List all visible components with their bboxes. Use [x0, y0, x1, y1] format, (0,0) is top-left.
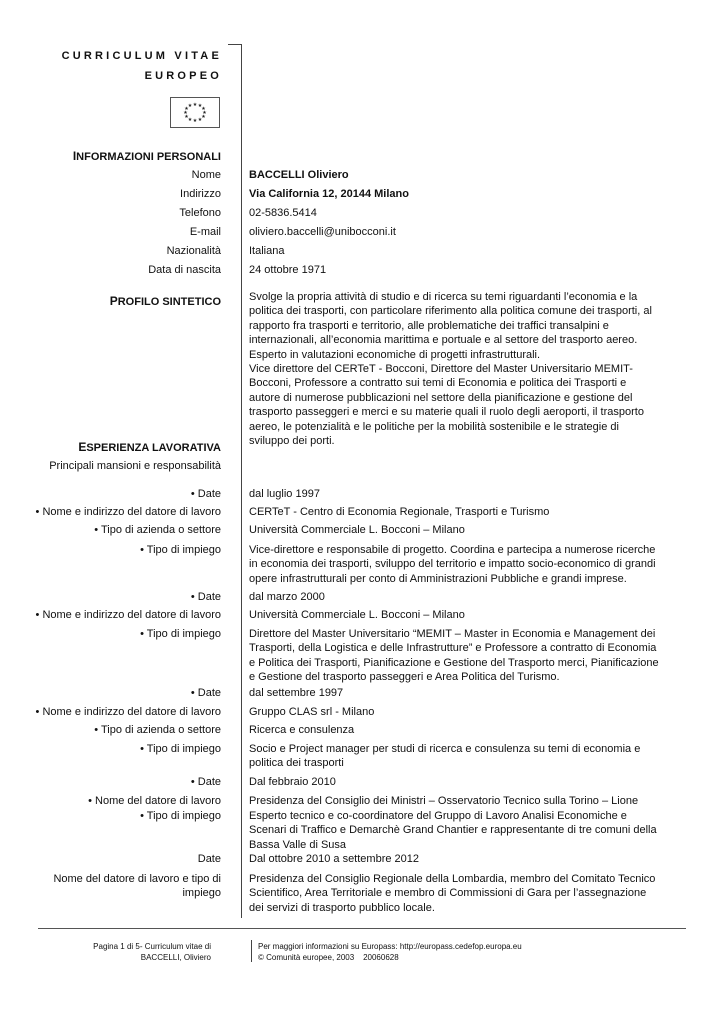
footer-divider — [251, 940, 252, 962]
svg-text:★: ★ — [202, 110, 207, 116]
section-personal-info: INFORMAZIONI PERSONALI — [72, 149, 221, 163]
svg-text:★: ★ — [197, 103, 203, 109]
profile-paragraph-2: Vice direttore del CERTeT - Bocconi, Direttore del Master Universitario MEMIT- Bocconi, Professore a contratto sui temi di Economia e politica dei Trasporti e autore di numerose pubblicazioni nel settore della pianificazione e gestione del trasporto passeggeri e merci e su materie quali il ruolo degli aeroporti, il trasporto aereo, le potenzialità e le politiche per la mobilità sostenibile e le strategie di sviluppo dei porti. — [249, 363, 644, 448]
section-profile: PROFILO SINTETICO — [109, 294, 221, 308]
svg-text:★: ★ — [197, 117, 203, 123]
experience-subtitle: Principali mansioni e responsabilità — [49, 460, 221, 472]
section-experience: ESPERIENZA LAVORATIVA — [78, 440, 221, 454]
svg-text:★: ★ — [187, 117, 193, 123]
footer-left: Pagina 1 di 5- Curriculum vitae di BACCELLI, Oliviero — [93, 942, 211, 962]
header-rule — [228, 44, 242, 45]
column-divider — [241, 44, 242, 918]
svg-text:★: ★ — [201, 114, 206, 120]
cv-subtitle: EUROPEO — [144, 70, 222, 82]
eu-flag-icon — [170, 97, 220, 128]
svg-text:★: ★ — [183, 110, 188, 116]
footer-right: Per maggiori informazioni su Europass: http://europass.cedefop.europa.eu © Comunità europee, 2003 20060628 — [258, 942, 522, 962]
svg-text:★: ★ — [187, 103, 193, 109]
profile-paragraph-1: Svolge la propria attività di studio e di ricerca su temi riguardanti l’economia e la politica dei trasporti, con particolare riferimento alla politica comune dei trasporti, al rapporto fra trasporti e territorio, alle problematiche dei traffici transalpini e internazionali, all’economia marittima e portuale e al settore del trasporto aereo. Esperto in valutazioni economiche di progetti infrastrutturali. — [249, 291, 652, 361]
cv-title: CURRICULUM VITAE — [61, 50, 222, 62]
svg-text:★: ★ — [192, 102, 198, 108]
svg-text:★: ★ — [201, 106, 206, 112]
footer-rule — [38, 928, 686, 929]
svg-text:★: ★ — [184, 106, 189, 112]
svg-text:★: ★ — [184, 114, 189, 120]
svg-text:★: ★ — [192, 118, 198, 124]
